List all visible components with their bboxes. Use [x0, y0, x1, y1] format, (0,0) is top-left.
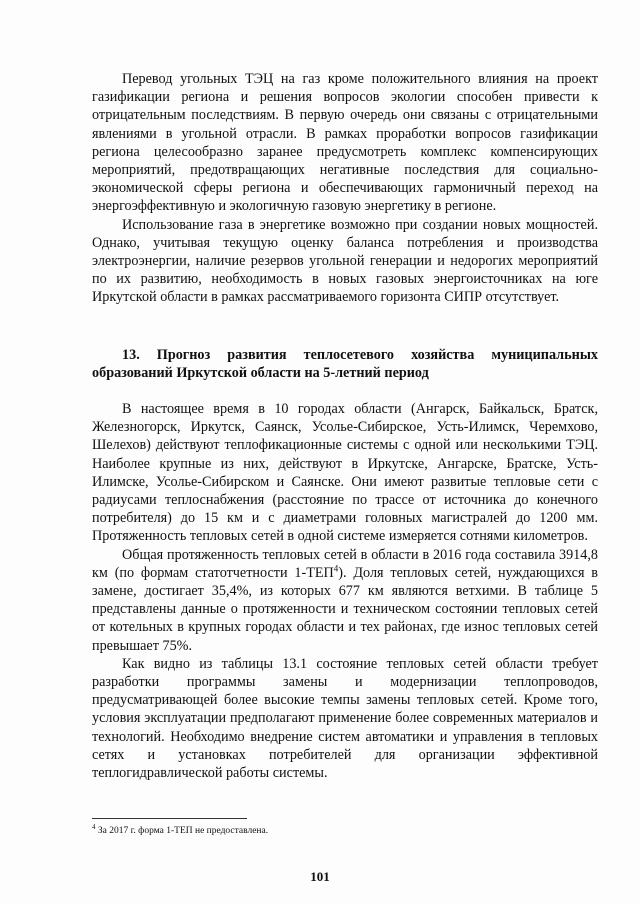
footnote-reference[interactable]: 4	[333, 563, 339, 574]
section-heading: 13. Прогноз развития теплосетевого хозяйства муниципальных образований Иркутской области на 5-летний период	[92, 347, 598, 382]
section-text-block	[92, 400, 598, 782]
footnote	[92, 822, 598, 837]
paragraph-network-length-part-1: Общая протяженность тепловых сетей в области в 2016 года составила 3914,8 км (по формам статотчетности 1-ТЕП	[92, 546, 598, 581]
paragraph-network-length	[92, 546, 598, 655]
footnote-text: За 2017 г. форма 1-ТЕП не предоставлена.	[95, 826, 269, 836]
intro-text-block	[92, 70, 598, 307]
paragraph-network-length-part-2: ). Доля тепловых сетей, нуждающихся в замене, достигает 35,4%, из которых 677 км являются ветхими. В таблице 5 представлены данные о протяженности и техническом состоянии тепловых сетей от котельных в крупных городах области и тех районах, где износ тепловых сетей превышает 75%.	[92, 564, 598, 654]
footnote-divider	[92, 818, 247, 819]
paragraph-gas-transition: Перевод угольных ТЭЦ на газ кроме положительного влияния на проект газификации региона и решения вопросов экологии способен привести к отрицательным последствиям. В первую очередь они связаны с отрицательными явлениями в угольной отрасли. В рамках проработки вопросов газификации региона целесообразно заранее предусмотреть комплекс компенсирующих мероприятий, предотвращающих негативные последствия для социально-экономической сферы региона и обеспечивающих гармоничный переход на энергоэффективную и экологичную газовую энергетику в регионе.	[92, 71, 598, 215]
paragraph-table-conclusion: Как видно из таблицы 13.1 состояние тепловых сетей области требует разработки программы замены и модернизации теплопроводов, предусматривающей более высокие темпы замены тепловых сетей. Кроме того, условия эксплуатации предполагают применение более современных материалов и технологий. Необходимо внедрение систем автоматики и управления в тепловых сетях и установках потребителей для организации эффективной теплогидравлической работы системы.	[92, 655, 598, 782]
footnote-mark: 4	[92, 822, 96, 831]
page-number: 101	[310, 869, 330, 884]
paragraph-gas-energy: Использование газа в энергетике возможно при создании новых мощностей. Однако, учитывая текущую оценку баланса потребления и производства электроэнергии, наличие резервов угольной генерации и недорогих мероприятий по их развитию, необходимость в новых газовых энергоисточниках на юге Иркутской области в рамках рассматриваемого горизонта СИПР отсутствует.	[92, 216, 598, 306]
paragraph-heating-cities: В настоящее время в 10 городах области (Ангарск, Байкальск, Братск, Железногорск, Иркутск, Саянск, Усолье-Сибирское, Усть-Илимск, Черемхово, Шелехов) действуют теплофикационные системы с одной или несколькими ТЭЦ. Наиболее крупные из них, действуют в Иркутске, Ангарске, Братске, Усть-Илимске, Усолье-Сибирском и Саянске. Они имеют развитые тепловые сети с радиусами теплоснабжения (расстояние по трассе от источника до конечного потребителя) до 15 км и с диаметрами головных магистралей до 1200 мм. Протяженность тепловых сетей в одной системе измеряется сотнями километров.	[92, 401, 598, 545]
